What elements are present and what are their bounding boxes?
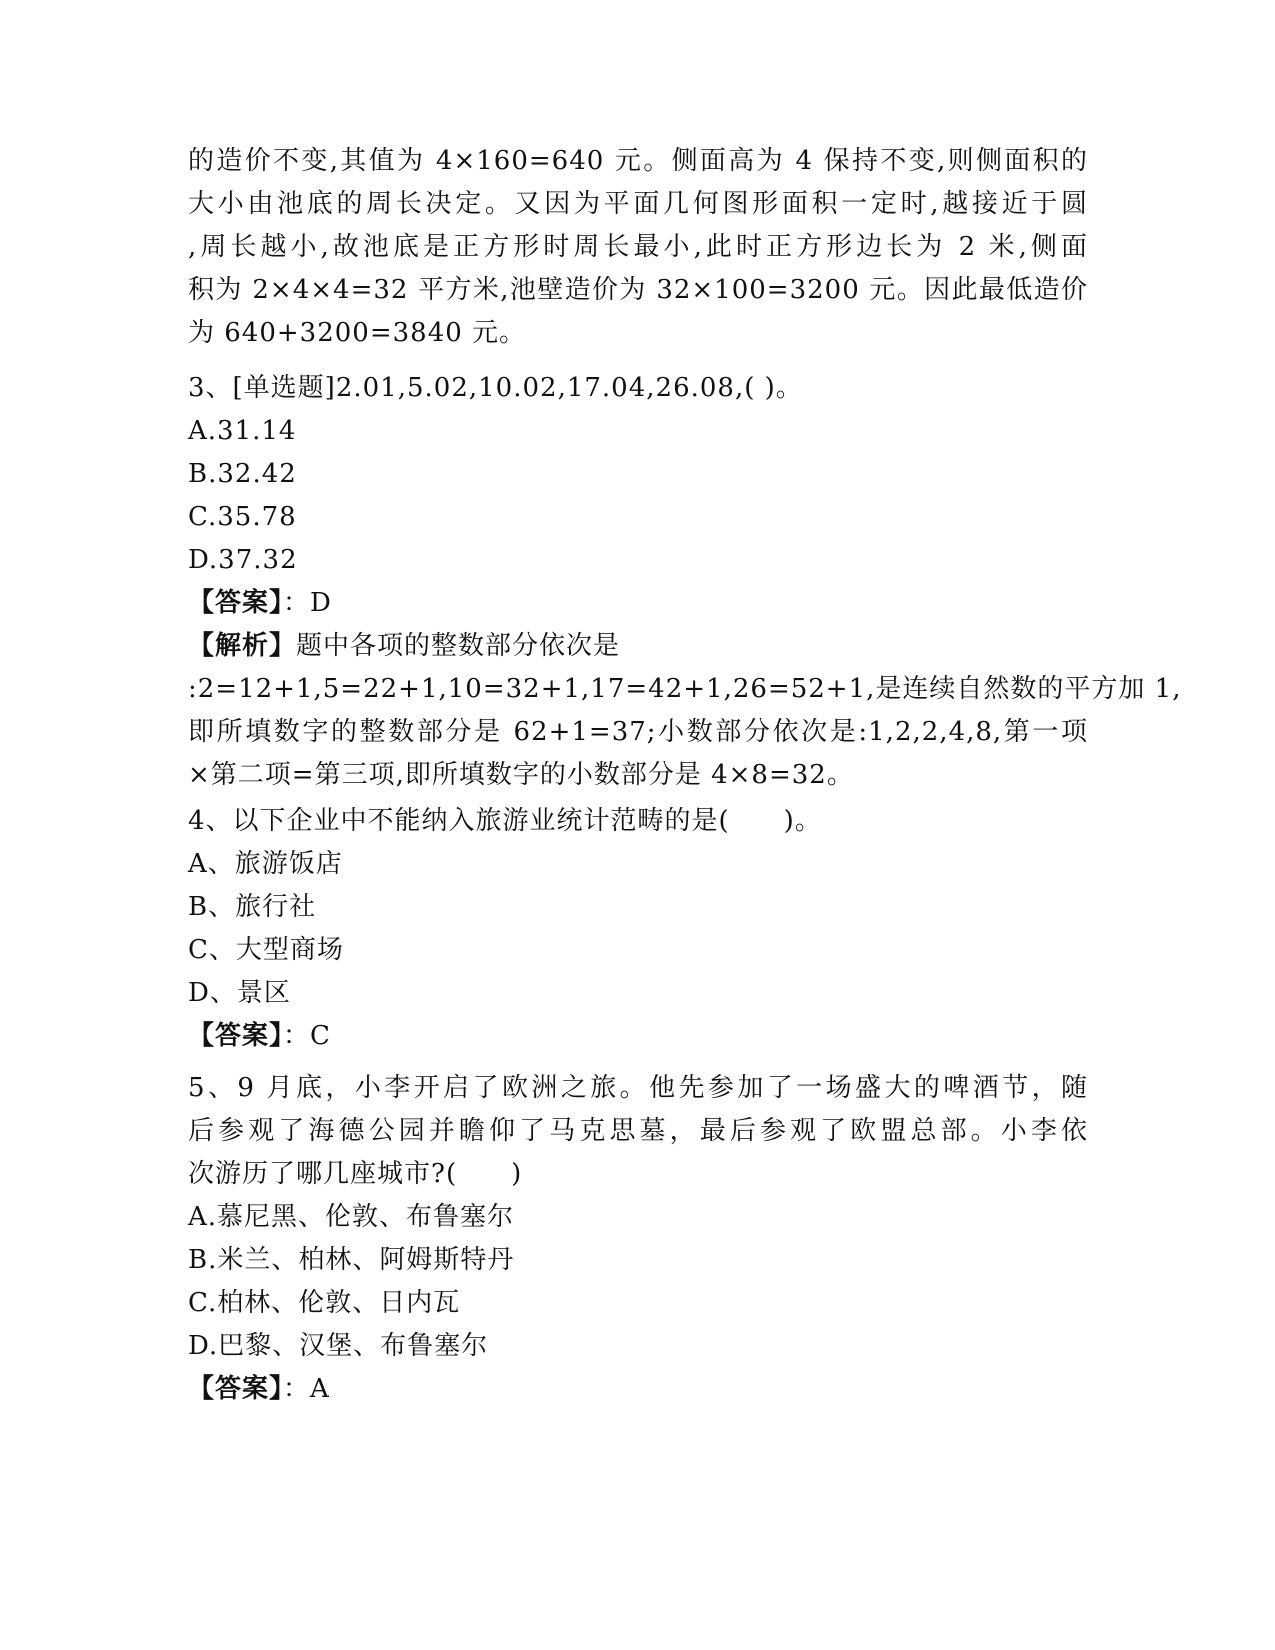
analysis-text-line: :2=12+1,5=22+1,10=32+1,17=42+1,26=52+1,是连续自然数的平方加 1, [188,674,1182,704]
question-4 [188,800,1088,1058]
option-c: C.柏林、伦敦、日内瓦 [188,1288,461,1318]
option-b: B、旅行社 [188,892,317,922]
analysis-text-line: 即所填数字的整数部分是 62+1=37;小数部分依次是:1,2,2,4,8,第一项 [188,717,1088,747]
text-line: 积为 2×4×4=32 平方米,池壁造价为 32×100=3200 元。因此最低造价 [188,275,1088,305]
text-line: ,周长越小,故池底是正方形时周长最小,此时正方形边长为 2 米,侧面 [188,232,1088,262]
answer-line [188,582,1088,625]
question-stem-line: 后参观了海德公园并瞻仰了马克思墓，最后参观了欧盟总部。小李依 [188,1116,1088,1146]
analysis-line [188,625,1088,668]
option-c: C.35.78 [188,502,297,532]
option-d: D、景区 [188,978,291,1008]
answer-label: 【答案】 [188,1374,284,1404]
question-stem: 4、以下企业中不能纳入旅游业统计范畴的是( )。 [188,806,822,836]
text-line: 为 640+3200=3840 元。 [188,318,527,348]
question-stem: 3、[单选题]2.01,5.02,10.02,17.04,26.08,( )。 [188,373,803,403]
option-b: B.32.42 [188,459,297,489]
question-stem-line: 5、9 月底，小李开启了欧洲之旅。他先参加了一场盛大的啤酒节，随 [188,1073,1088,1103]
option-d: D.巴黎、汉堡、布鲁塞尔 [188,1331,489,1361]
question-3 [188,367,1182,797]
option-a: A.慕尼黑、伦敦、布鲁塞尔 [188,1202,515,1232]
previous-analysis-continuation [188,140,1088,355]
answer-line [188,1015,1088,1058]
answer-value: ：A [283,1374,330,1404]
analysis-label: 【解析】 [188,631,297,661]
option-a: A.31.14 [188,416,297,446]
question-5 [188,1067,1088,1411]
answer-value: ：C [283,1021,331,1051]
analysis-text-line: ×第二项=第三项,即所填数字的小数部分是 4×8=32。 [188,760,854,790]
option-a: A、旅游饭店 [188,849,343,879]
answer-label: 【答案】 [188,588,284,618]
text-line: 的造价不变,其值为 4×160=640 元。侧面高为 4 保持不变,则侧面积的 [188,146,1088,176]
option-d: D.37.32 [188,545,298,575]
option-b: B.米兰、柏林、阿姆斯特丹 [188,1245,515,1275]
answer-value: ：D [283,588,332,618]
question-stem-line: 次游历了哪几座城市?( ) [188,1159,523,1189]
answer-label: 【答案】 [188,1021,284,1051]
text-line: 大小由池底的周长决定。又因为平面几何图形面积一定时,越接近于圆 [188,189,1088,219]
option-c: C、大型商场 [188,935,344,965]
answer-line [188,1368,1088,1411]
analysis-text: 题中各项的整数部分依次是 [296,631,621,661]
